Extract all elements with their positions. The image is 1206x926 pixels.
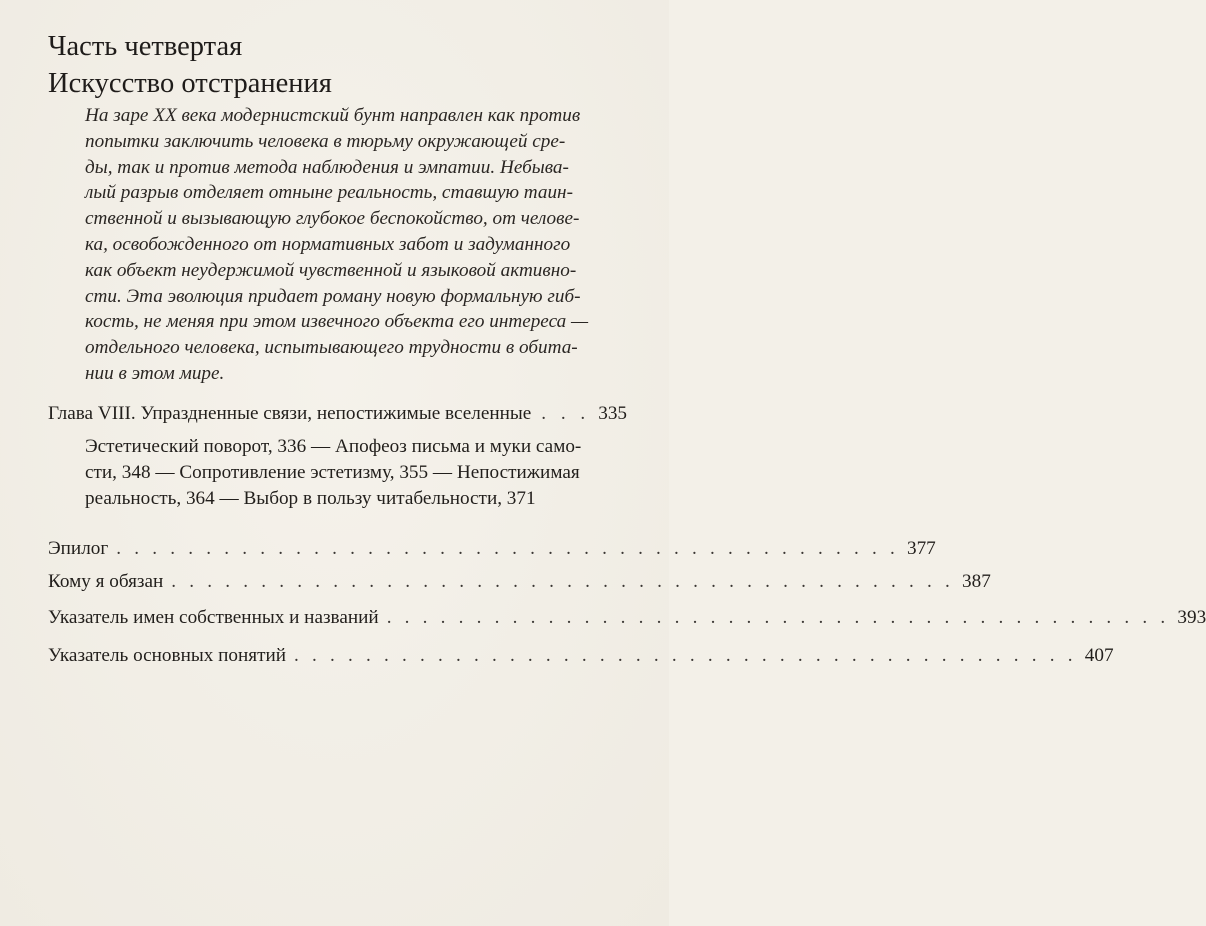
toc-entry-label: Указатель имен собственных и названий bbox=[48, 607, 379, 628]
intro-line: нии в этом мире. bbox=[85, 362, 225, 384]
intro-line: ды, так и против метода наблюдения и эмпатии. Небыва- bbox=[85, 156, 569, 178]
intro-line: кость, не меняя при этом извечного объекта его интереса — bbox=[85, 311, 589, 333]
subentry-line: сти, 348 — Сопротивление эстетизму, 355 — Непостижимая bbox=[85, 461, 580, 483]
intro-line: попытки заключить человека в тюрьму окружающей сре- bbox=[85, 130, 566, 152]
toc-leader-dots: . . . . . . . . . . . . . . . . . . . . . . . . . . . . . . . . . . . . . . . . . . . . bbox=[294, 645, 1077, 666]
toc-entry-acknowledgements bbox=[48, 569, 991, 594]
toc-leader-dots: . . . . . . . . . . . . . . . . . . . . . . . . . . . . . . . . . . . . . . . . . . . . bbox=[171, 571, 955, 592]
intro-line: отдельного человека, испытывающего трудности в обита- bbox=[85, 337, 578, 359]
part-number: Часть четвертая bbox=[48, 31, 243, 62]
part-heading bbox=[48, 28, 332, 102]
intro-line: ка, освобожденного от нормативных забот и задуманного bbox=[85, 233, 571, 255]
toc-chapter-8 bbox=[48, 401, 627, 426]
toc-page-number: 407 bbox=[1084, 645, 1114, 666]
part-title: Искусство отстранения bbox=[48, 68, 332, 99]
subentry-line: реальность, 364 — Выбор в пользу читабельности, 371 bbox=[85, 487, 536, 509]
toc-chapter-label: Глава VIII. Упраздненные связи, непостижимые вселенные bbox=[48, 403, 532, 424]
toc-leader-dots: . . . . . . . . . . . . . . . . . . . . . . . . . . . . . . . . . . . . . . . . . . . . bbox=[116, 538, 899, 559]
toc-entry-label: Эпилог bbox=[48, 538, 109, 559]
intro-line: сти. Эта эволюция придает роману новую формальную гиб- bbox=[85, 285, 581, 307]
subentry-line: Эстетический поворот, 336 — Апофеоз письма и муки само- bbox=[85, 436, 582, 457]
toc-leader-dots: . . . bbox=[541, 403, 591, 424]
toc-entry-concept-index bbox=[48, 643, 1114, 668]
toc-entry-name-index bbox=[48, 605, 1206, 630]
toc-page-number: 377 bbox=[906, 538, 936, 559]
intro-line: как объект неудержимой чувственной и языковой активно- bbox=[85, 259, 577, 281]
toc-page-number: 335 bbox=[598, 403, 627, 424]
part-intro-paragraph bbox=[85, 103, 597, 387]
toc-leader-dots: . . . . . . . . . . . . . . . . . . . . . . . . . . . . . . . . . . . . . . . . . . . . bbox=[386, 607, 1170, 628]
intro-line: лый разрыв отделяет отныне реальность, ставшую таин- bbox=[85, 182, 573, 204]
intro-line: На заре XX века модернистский бунт направлен как против bbox=[85, 105, 581, 126]
toc-entry-label: Кому я обязан bbox=[48, 571, 164, 592]
toc-page-number: 387 bbox=[962, 571, 991, 592]
toc-entry-epilogue bbox=[48, 536, 936, 561]
intro-line: ственной и вызывающую глубокое беспокойство, от челове- bbox=[85, 208, 580, 230]
chapter-subentries bbox=[85, 434, 605, 511]
toc-entry-label: Указатель основных понятий bbox=[48, 645, 287, 666]
toc-page-number: 393 bbox=[1177, 607, 1206, 628]
